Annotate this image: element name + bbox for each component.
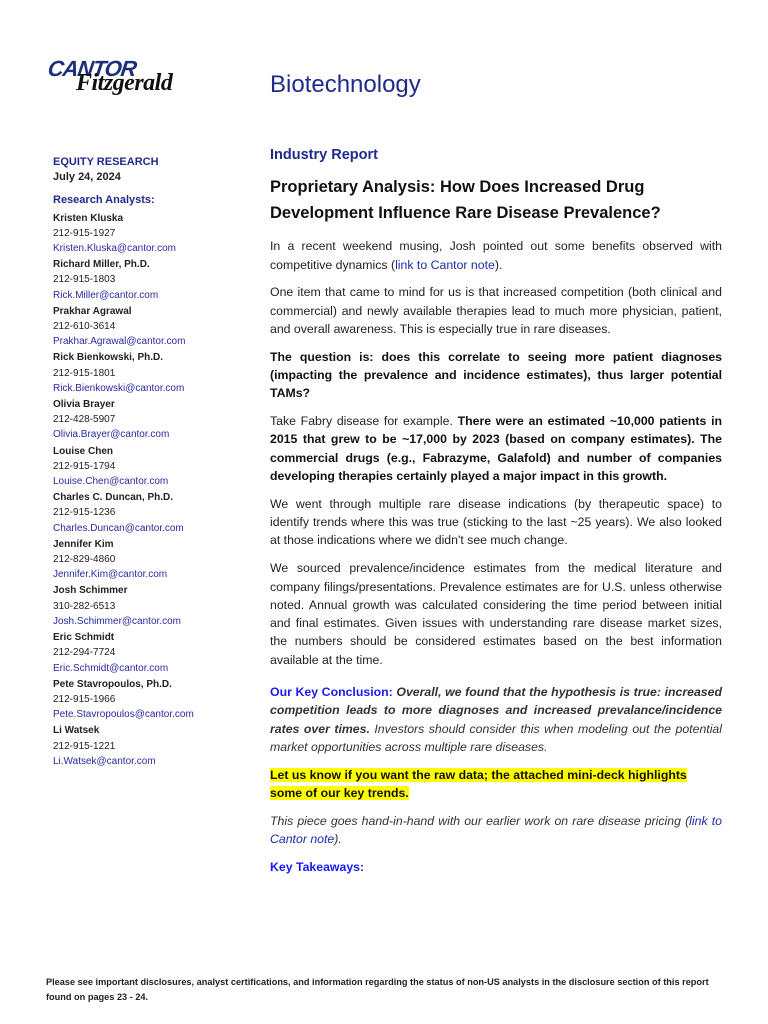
question-text: The question is: does this correlate to seeing more patient diagnoses (impacting the prevalence and incidence estimates), thus larger potential TAMs? [270,349,722,401]
analyst-list [53,211,253,769]
cantor-note-link[interactable]: link to Cantor note [395,257,495,272]
sidebar [53,155,253,770]
analyst-phone: 212-428-5907 [53,414,116,426]
paragraph-conclusion [270,683,722,756]
analyst-name: Olivia Brayer [53,399,115,411]
analyst-email-link[interactable]: Prakhar.Agrawal@cantor.com [53,336,186,348]
paragraph-pricing [270,812,722,849]
analyst-entry [53,583,253,629]
text: This piece goes hand-in-hand with our earlier work on rare disease pricing ( [270,813,690,828]
analyst-phone: 212-294-7724 [53,647,116,659]
analyst-email-link[interactable]: Louise.Chen@cantor.com [53,476,169,488]
analyst-entry [53,257,253,303]
analyst-phone: 212-915-1236 [53,507,116,519]
highlighted-text: Let us know if you want the raw data; the attached mini-deck highlights some of our key trends. [270,767,687,801]
analyst-name: Jennifer Kim [53,538,114,550]
conclusion-italic: Investors should consider this when modeling out the potential market opportunities across multiple rare diseases. [270,721,723,754]
analyst-entry [53,211,253,257]
paragraph-fabry [270,412,722,485]
analyst-email-link[interactable]: Eric.Schmidt@cantor.com [53,662,169,674]
cantor-note-link-2[interactable]: link to Cantor note [270,813,722,847]
analyst-email-link[interactable]: Pete.Stavropoulos@cantor.com [53,709,194,721]
logo-text-cantor: CANTOR [46,56,138,81]
logo-text-fitzgerald: Fitzgerald [76,70,173,96]
analyst-phone: 212-610-3614 [53,321,116,333]
analyst-entry [53,304,253,350]
disclosure-footer: Please see important disclosures, analyst certifications, and information regarding the status of non-US analysts in the disclosure section of this report found on pages 23 - 24. [46,977,709,1002]
analyst-name: Kristen Kluska [53,212,124,224]
report-title: Proprietary Analysis: How Does Increased Drug Development Influence Rare Disease Prevalence? [270,178,661,223]
analyst-entry [53,677,253,723]
text: ). [334,832,342,847]
analyst-phone: 212-915-1221 [53,740,116,752]
analyst-email-link[interactable]: Kristen.Kluska@cantor.com [53,243,176,255]
analyst-name: Pete Stavropoulos, Ph.D. [53,678,172,690]
analyst-phone: 212-915-1803 [53,274,116,286]
paragraph-raw-data [270,766,722,803]
analyst-phone: 212-915-1927 [53,227,116,239]
analyst-entry [53,444,253,490]
paragraph-competition: One item that came to mind for us is that increased competition (both clinical and commercial) and newly available therapies lead to much more physician, patient, and overall awareness. This is especially true in rare diseases. [270,285,722,336]
analyst-email-link[interactable]: Charles.Duncan@cantor.com [53,522,184,534]
analyst-name: Louise Chen [53,445,114,457]
analyst-email-link[interactable]: Jennifer.Kim@cantor.com [53,569,168,581]
analyst-phone: 212-829-4860 [53,554,116,566]
analyst-entry [53,537,253,583]
analyst-email-link[interactable]: Li.Watsek@cantor.com [53,755,156,767]
analyst-phone: 212-915-1966 [53,693,116,705]
analyst-entry [53,630,253,676]
text: In a recent weekend musing, Josh pointed out some benefits observed with competitive dynamics ( [270,239,722,272]
analyst-entry [53,490,253,536]
analyst-entry [53,723,253,769]
cantor-fitzgerald-logo [46,56,196,108]
paragraph-sources: We sourced prevalence/incidence estimates from the medical literature and company filings/presentations. Prevalence estimates are for U.S. unless otherwise noted. Annual growth was calculated considering the time period between initial and final estimates. Given issues with understanding rare disease market sizes, the numbers should be considered estimates based on the best information available at the time. [270,561,722,667]
analyst-email-link[interactable]: Rick.Bienkowski@cantor.com [53,382,185,394]
analyst-phone: 212-915-1794 [53,460,116,472]
fabry-bold-text: There were an estimated ~10,000 patients in 2015 that grew to be ~17,000 by 2023 (based on company estimates). The commercial drugs (e.g., Fabrazyme, Galafold) and number of companies developing therapies certainly played a major impact in this growth. [270,414,722,484]
conclusion-bold-italic: Overall, we found that the hypothesis is true: increased competition leads to more diagnoses and increased prevalance/incidence rates over times. [270,685,722,736]
key-conclusion-label: Our Key Conclusion: [270,685,393,700]
analyst-entry [53,350,253,396]
analyst-email-link[interactable]: Josh.Schimmer@cantor.com [53,615,181,627]
analysts-heading: Research Analysts: [53,194,155,207]
analyst-phone: 310-282-6513 [53,600,116,612]
paragraph-question [270,348,722,403]
analyst-name: Richard Miller, Ph.D. [53,259,150,271]
text: Take Fabry disease for example. [270,414,458,429]
sector-title: Biotechnology [270,71,421,98]
analyst-name: Prakhar Agrawal [53,305,132,317]
report-date: July 24, 2024 [53,171,121,184]
main-content [270,146,722,876]
analyst-phone: 212-915-1801 [53,367,116,379]
text: ). [494,257,503,272]
analyst-name: Li Watsek [53,725,100,737]
report-type: Industry Report [270,147,378,163]
analyst-name: Rick Bienkowski, Ph.D. [53,352,164,364]
paragraph-method: We went through multiple rare disease indications (by therapeutic space) to identify trends where this was true (sticking to the last ~25 years). We also looked at those indications where we didn't see much change. [270,496,722,548]
analyst-name: Charles C. Duncan, Ph.D. [53,492,174,504]
paragraph-intro [270,237,722,274]
analyst-email-link[interactable]: Olivia.Brayer@cantor.com [53,429,170,441]
analyst-name: Eric Schmidt [53,632,115,644]
equity-research-label: EQUITY RESEARCH [53,156,159,168]
analyst-email-link[interactable]: Rick.Miller@cantor.com [53,289,159,301]
analyst-name: Josh Schimmer [53,585,128,597]
analyst-entry [53,397,253,443]
key-takeaways-heading: Key Takeaways: [270,859,365,874]
